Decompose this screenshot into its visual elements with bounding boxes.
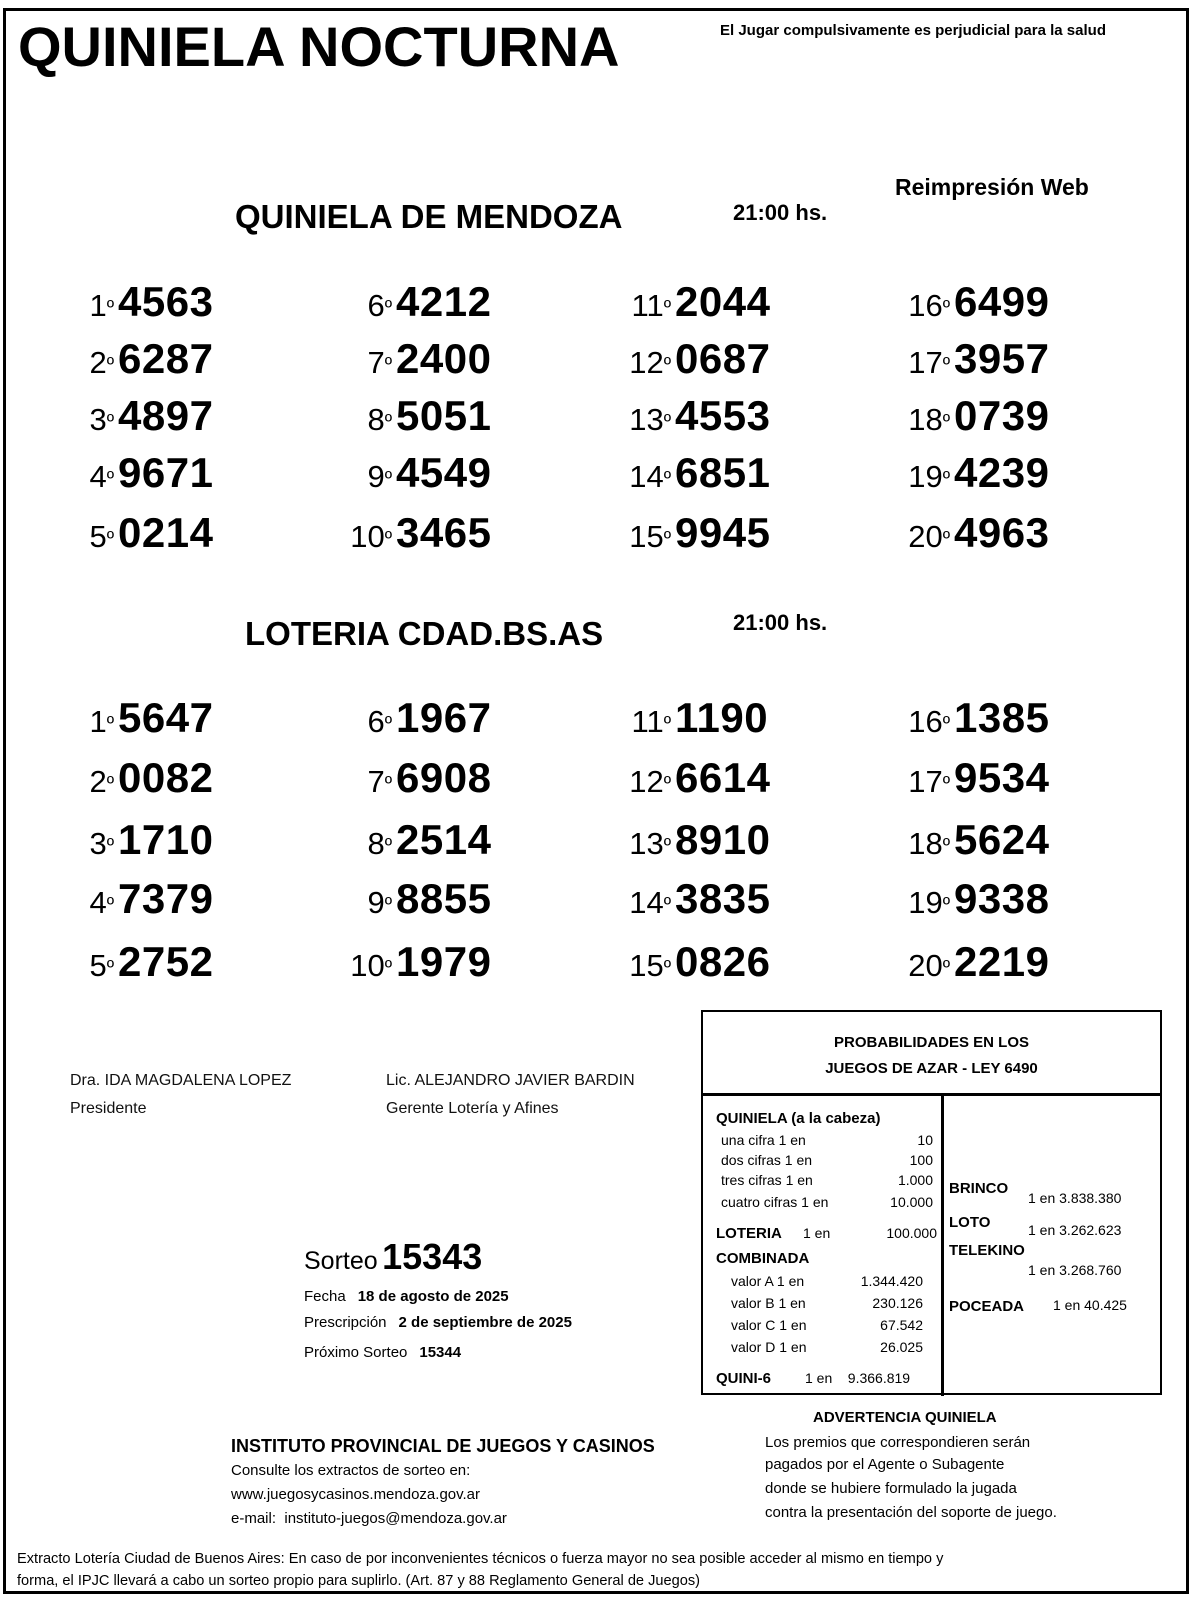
ordinal-mark: º: [942, 773, 950, 795]
loteria-odds-label: LOTERIA: [716, 1225, 782, 1242]
result-position-wrap: [0, 764, 114, 800]
advertencia-line: donde se hubiere formulado la jugada: [765, 1480, 1017, 1497]
result-position: 8: [367, 826, 385, 861]
telekino-odds-label: TELEKINO: [949, 1242, 1025, 1259]
mendoza-draw-time: 21:00 hs.: [733, 200, 828, 225]
result-position-wrap: [830, 885, 950, 921]
result-position: 20: [908, 519, 943, 554]
result-position-wrap: [830, 402, 950, 438]
institute-email-row: [231, 1510, 507, 1527]
probabilities-box: [701, 1010, 1162, 1395]
brinco-odds-label: BRINCO: [949, 1180, 1009, 1197]
institute-name: INSTITUTO PROVINCIAL DE JUEGOS Y CASINOS: [231, 1436, 655, 1456]
result-cell: [0, 278, 213, 326]
bsas-section-title: LOTERIA CDAD.BS.AS: [245, 615, 604, 652]
result-position: 15: [629, 948, 664, 983]
result-cell: [551, 816, 770, 864]
result-position-wrap: [830, 519, 950, 555]
draw-expiry-row: [304, 1314, 572, 1331]
result-position-wrap: [830, 704, 950, 740]
result-position-wrap: [551, 948, 671, 984]
next-draw-number: 15344: [419, 1344, 462, 1361]
result-number: 4963: [954, 509, 1050, 556]
quini6-odds-value: 1 en 9.366.819: [805, 1370, 911, 1386]
result-number: 0214: [118, 509, 214, 556]
result-position: 13: [629, 402, 664, 437]
ordinal-mark: º: [106, 468, 114, 490]
result-number: 1710: [118, 816, 214, 863]
result-cell: [0, 754, 213, 802]
ordinal-mark: º: [942, 468, 950, 490]
result-cell: [830, 938, 1049, 986]
result-position-wrap: [551, 764, 671, 800]
result-position-wrap: [0, 519, 114, 555]
result-number: 4897: [118, 392, 214, 439]
result-position-wrap: [272, 288, 392, 324]
ordinal-mark: º: [384, 411, 392, 433]
quiniela-odds-title: QUINIELA (a la cabeza): [716, 1110, 881, 1127]
result-position-wrap: [830, 948, 950, 984]
result-number: 9945: [675, 509, 771, 556]
result-position: 2: [89, 345, 107, 380]
result-cell: [830, 875, 1049, 923]
combinada-odds-label: valor C 1 en: [731, 1317, 807, 1333]
combinada-odds-title: COMBINADA: [716, 1250, 810, 1267]
combinada-odds-value: 1.344.420: [860, 1273, 923, 1289]
result-number: 2044: [675, 278, 771, 325]
signatory-2-role: Gerente Lotería y Afines: [386, 1100, 559, 1117]
result-cell: [272, 875, 491, 923]
result-number: 9338: [954, 875, 1050, 922]
draw-number: 15343: [382, 1236, 483, 1277]
result-cell: [830, 754, 1049, 802]
result-position: 11: [631, 288, 664, 323]
ordinal-mark: º: [942, 894, 950, 916]
ordinal-mark: º: [384, 835, 392, 857]
result-number: 6908: [396, 754, 492, 801]
result-cell: [551, 449, 770, 497]
ordinal-mark: º: [384, 894, 392, 916]
result-position: 7: [367, 764, 385, 799]
quiniela-odds-label: tres cifras 1 en: [721, 1172, 813, 1188]
ordinal-mark: º: [663, 894, 671, 916]
quiniela-odds-label: una cifra 1 en: [721, 1132, 806, 1148]
next-draw-row: [304, 1344, 461, 1361]
institute-consult-text: Consulte los extractos de sorteo en:: [231, 1462, 471, 1479]
result-position-wrap: [0, 826, 114, 862]
signatory-1-role: Presidente: [70, 1100, 147, 1117]
result-cell: [551, 875, 770, 923]
result-number: 2514: [396, 816, 492, 863]
result-position: 16: [908, 704, 943, 739]
next-draw-label: Próximo Sorteo: [304, 1344, 408, 1361]
result-number: 1979: [396, 938, 492, 985]
result-position: 6: [367, 288, 385, 323]
result-cell: [272, 509, 491, 557]
quiniela-odds-value: 100: [909, 1152, 933, 1168]
signatory-2-name: Lic. ALEJANDRO JAVIER BARDIN: [386, 1072, 635, 1089]
ordinal-mark: º: [663, 957, 671, 979]
result-number: 1190: [675, 694, 769, 741]
result-position: 14: [629, 459, 664, 494]
result-cell: [830, 816, 1049, 864]
result-position: 2: [89, 764, 107, 799]
result-cell: [0, 938, 213, 986]
draw-expiry-label: Prescripción: [304, 1314, 387, 1331]
result-cell: [272, 694, 491, 742]
ordinal-mark: º: [384, 957, 392, 979]
result-position-wrap: [830, 459, 950, 495]
result-position: 17: [908, 764, 943, 799]
result-position-wrap: [0, 948, 114, 984]
result-number: 4553: [675, 392, 771, 439]
result-number: 0826: [675, 938, 771, 985]
quiniela-odds-value: 1.000: [897, 1172, 933, 1188]
footer-note-line-2: forma, el IPJC llevará a cabo un sorteo propio para suplirlo. (Art. 87 y 88 Reglamento General de Juegos): [17, 1573, 701, 1589]
result-number: 8910: [675, 816, 771, 863]
advertencia-title: ADVERTENCIA QUINIELA: [813, 1409, 997, 1426]
result-position: 12: [629, 764, 664, 799]
draw-label: Sorteo: [304, 1247, 378, 1275]
quini6-odds-label: QUINI-6: [716, 1370, 772, 1387]
ordinal-mark: º: [663, 773, 671, 795]
poceada-odds-label: POCEADA: [949, 1298, 1025, 1315]
advertencia-line: pagados por el Agente o Subagente: [765, 1456, 1005, 1473]
probabilities-divider: [941, 1096, 944, 1396]
draw-date-label: Fecha: [304, 1288, 346, 1305]
result-number: 3957: [954, 335, 1050, 382]
result-position: 18: [908, 826, 943, 861]
result-position: 3: [89, 826, 107, 861]
signatory-1-name: Dra. IDA MAGDALENA LOPEZ: [70, 1072, 292, 1089]
ordinal-mark: º: [384, 297, 392, 319]
result-cell: [0, 449, 213, 497]
result-cell: [551, 278, 770, 326]
combinada-odds-value: 67.542: [880, 1317, 923, 1333]
combinada-odds-value: 26.025: [880, 1339, 923, 1355]
ordinal-mark: º: [106, 894, 114, 916]
result-number: 4563: [118, 278, 214, 325]
result-cell: [830, 278, 1049, 326]
quiniela-odds-value: 10.000: [890, 1194, 933, 1210]
result-position-wrap: [0, 345, 114, 381]
loteria-odds-value: 100.000: [886, 1225, 937, 1241]
result-position-wrap: [0, 402, 114, 438]
result-number: 2219: [954, 938, 1050, 985]
result-number: 0739: [954, 392, 1050, 439]
result-number: 6499: [954, 278, 1050, 325]
result-position-wrap: [551, 885, 671, 921]
result-cell: [0, 335, 213, 383]
result-position: 9: [367, 885, 385, 920]
result-position-wrap: [272, 519, 392, 555]
result-cell: [0, 509, 213, 557]
result-cell: [551, 754, 770, 802]
quiniela-odds-value: 10: [917, 1132, 933, 1148]
result-cell: [0, 392, 213, 440]
advertencia-line: Los premios que correspondieren serán: [765, 1434, 1031, 1451]
result-number: 6287: [118, 335, 214, 382]
result-position: 7: [367, 345, 385, 380]
ordinal-mark: º: [106, 297, 114, 319]
ordinal-mark: º: [663, 835, 671, 857]
ordinal-mark: º: [384, 528, 392, 550]
ordinal-mark: º: [663, 528, 671, 550]
result-position-wrap: [0, 885, 114, 921]
result-position-wrap: [551, 288, 671, 324]
ordinal-mark: º: [663, 354, 671, 376]
result-cell: [551, 509, 770, 557]
ordinal-mark: º: [663, 468, 671, 490]
ordinal-mark: º: [942, 835, 950, 857]
probabilities-header: [703, 1012, 1160, 1096]
ordinal-mark: º: [384, 354, 392, 376]
ordinal-mark: º: [106, 713, 114, 735]
ordinal-mark: º: [106, 411, 114, 433]
result-cell: [272, 938, 491, 986]
combinada-odds-label: valor A 1 en: [731, 1273, 805, 1289]
ordinal-mark: º: [942, 354, 950, 376]
draw-number-block: [304, 1236, 482, 1278]
combinada-odds-label: valor D 1 en: [731, 1339, 807, 1355]
result-position: 13: [629, 826, 664, 861]
ordinal-mark: º: [106, 835, 114, 857]
result-number: 2400: [396, 335, 492, 382]
result-number: 1967: [396, 694, 492, 741]
result-position-wrap: [551, 826, 671, 862]
advertencia-line: contra la presentación del soporte de juego.: [765, 1504, 1057, 1521]
result-position-wrap: [0, 704, 114, 740]
loto-odds-value: 1 en 3.262.623: [1028, 1222, 1122, 1238]
ordinal-mark: º: [384, 713, 392, 735]
result-cell: [830, 449, 1049, 497]
result-position-wrap: [551, 459, 671, 495]
result-position: 10: [350, 948, 385, 983]
ordinal-mark: º: [942, 528, 950, 550]
result-position-wrap: [272, 345, 392, 381]
result-cell: [272, 335, 491, 383]
loteria-odds-text: 1 en: [803, 1225, 831, 1241]
ordinal-mark: º: [106, 528, 114, 550]
ordinal-mark: º: [106, 957, 114, 979]
result-position-wrap: [272, 948, 392, 984]
result-position-wrap: [0, 459, 114, 495]
result-cell: [272, 816, 491, 864]
result-position: 5: [89, 519, 107, 554]
result-position-wrap: [830, 826, 950, 862]
result-cell: [830, 392, 1049, 440]
ordinal-mark: º: [106, 354, 114, 376]
result-position: 9: [367, 459, 385, 494]
ordinal-mark: º: [663, 297, 671, 319]
result-position: 10: [350, 519, 385, 554]
ordinal-mark: º: [384, 773, 392, 795]
result-position: 19: [908, 885, 943, 920]
result-position: 5: [89, 948, 107, 983]
draw-date: 18 de agosto de 2025: [357, 1288, 509, 1305]
result-position-wrap: [272, 402, 392, 438]
result-number: 9671: [118, 449, 214, 496]
institute-website-link[interactable]: www.juegosycasinos.mendoza.gov.ar: [231, 1486, 481, 1503]
ordinal-mark: º: [384, 468, 392, 490]
result-position: 19: [908, 459, 943, 494]
result-number: 5624: [954, 816, 1050, 863]
result-number: 4549: [396, 449, 492, 496]
result-position: 1: [89, 704, 107, 739]
result-position: 3: [89, 402, 107, 437]
result-cell: [272, 278, 491, 326]
result-cell: [272, 392, 491, 440]
result-position-wrap: [551, 704, 671, 740]
result-position-wrap: [272, 459, 392, 495]
result-position-wrap: [551, 519, 671, 555]
result-position: 14: [629, 885, 664, 920]
institute-email-link[interactable]: instituto-juegos@mendoza.gov.ar: [284, 1510, 507, 1527]
result-position: 18: [908, 402, 943, 437]
result-number: 6614: [675, 754, 771, 801]
result-number: 1385: [954, 694, 1050, 741]
result-cell: [0, 694, 213, 742]
result-position-wrap: [272, 885, 392, 921]
bsas-draw-time: 21:00 hs.: [733, 610, 828, 635]
telekino-odds-value: 1 en 3.268.760: [1028, 1262, 1122, 1278]
draw-expiry: 2 de septiembre de 2025: [398, 1314, 572, 1331]
result-number: 4239: [954, 449, 1050, 496]
result-position: 12: [629, 345, 664, 380]
result-cell: [830, 509, 1049, 557]
quiniela-odds-label: dos cifras 1 en: [721, 1152, 813, 1168]
result-position: 20: [908, 948, 943, 983]
ordinal-mark: º: [942, 411, 950, 433]
probabilities-title-line-2: JUEGOS DE AZAR - LEY 6490: [825, 1060, 1038, 1077]
result-position-wrap: [551, 345, 671, 381]
result-position: 1: [89, 288, 107, 323]
result-position: 8: [367, 402, 385, 437]
result-cell: [0, 875, 213, 923]
result-position-wrap: [272, 826, 392, 862]
result-cell: [551, 335, 770, 383]
health-warning: El Jugar compulsivamente es perjudicial para la salud: [720, 22, 1106, 39]
result-position-wrap: [0, 288, 114, 324]
result-number: 5051: [396, 392, 492, 439]
result-position: 16: [908, 288, 943, 323]
brinco-odds-value: 1 en 3.838.380: [1028, 1190, 1122, 1206]
result-position: 11: [631, 704, 664, 739]
result-cell: [830, 694, 1049, 742]
result-cell: [272, 449, 491, 497]
result-cell: [551, 694, 768, 742]
result-number: 3835: [675, 875, 771, 922]
combinada-odds-value: 230.126: [872, 1295, 923, 1311]
ordinal-mark: º: [106, 773, 114, 795]
ordinal-mark: º: [663, 713, 671, 735]
result-position-wrap: [830, 345, 950, 381]
poceada-odds-value: 1 en 40.425: [1053, 1297, 1127, 1313]
probabilities-title-line-1: PROBABILIDADES EN LOS: [833, 1034, 1029, 1051]
result-cell: [0, 816, 213, 864]
result-position-wrap: [830, 764, 950, 800]
result-number: 9534: [954, 754, 1050, 801]
ordinal-mark: º: [663, 411, 671, 433]
result-position-wrap: [272, 764, 392, 800]
result-number: 7379: [118, 875, 214, 922]
result-number: 0687: [675, 335, 771, 382]
result-number: 6851: [675, 449, 771, 496]
result-number: 0082: [118, 754, 214, 801]
footer-note-line-1: Extracto Lotería Ciudad de Buenos Aires: En caso de por inconvenientes técnicos o fuerza mayor no sea posible acceder al mismo en tiempo y: [17, 1551, 944, 1567]
result-position: 4: [89, 885, 107, 920]
result-position-wrap: [551, 402, 671, 438]
result-position: 4: [89, 459, 107, 494]
result-position: 17: [908, 345, 943, 380]
loto-odds-label: LOTO: [949, 1214, 991, 1231]
result-position-wrap: [830, 288, 950, 324]
ordinal-mark: º: [942, 957, 950, 979]
result-position: 15: [629, 519, 664, 554]
result-cell: [551, 938, 770, 986]
result-position-wrap: [272, 704, 392, 740]
result-number: 2752: [118, 938, 214, 985]
draw-date-row: [304, 1288, 509, 1305]
result-cell: [830, 335, 1049, 383]
result-number: 3465: [396, 509, 492, 556]
mendoza-section-title: QUINIELA DE MENDOZA: [235, 198, 623, 235]
quiniela-odds-label: cuatro cifras 1 en: [721, 1194, 829, 1210]
page-title: QUINIELA NOCTURNA: [18, 15, 620, 78]
result-cell: [551, 392, 770, 440]
email-label: e-mail:: [231, 1510, 277, 1527]
result-number: 4212: [396, 278, 492, 325]
combinada-odds-label: valor B 1 en: [731, 1295, 806, 1311]
ordinal-mark: º: [942, 713, 950, 735]
reprint-label: Reimpresión Web: [895, 174, 1089, 200]
ordinal-mark: º: [942, 297, 950, 319]
result-number: 8855: [396, 875, 492, 922]
result-number: 5647: [118, 694, 214, 741]
result-position: 6: [367, 704, 385, 739]
result-cell: [272, 754, 491, 802]
